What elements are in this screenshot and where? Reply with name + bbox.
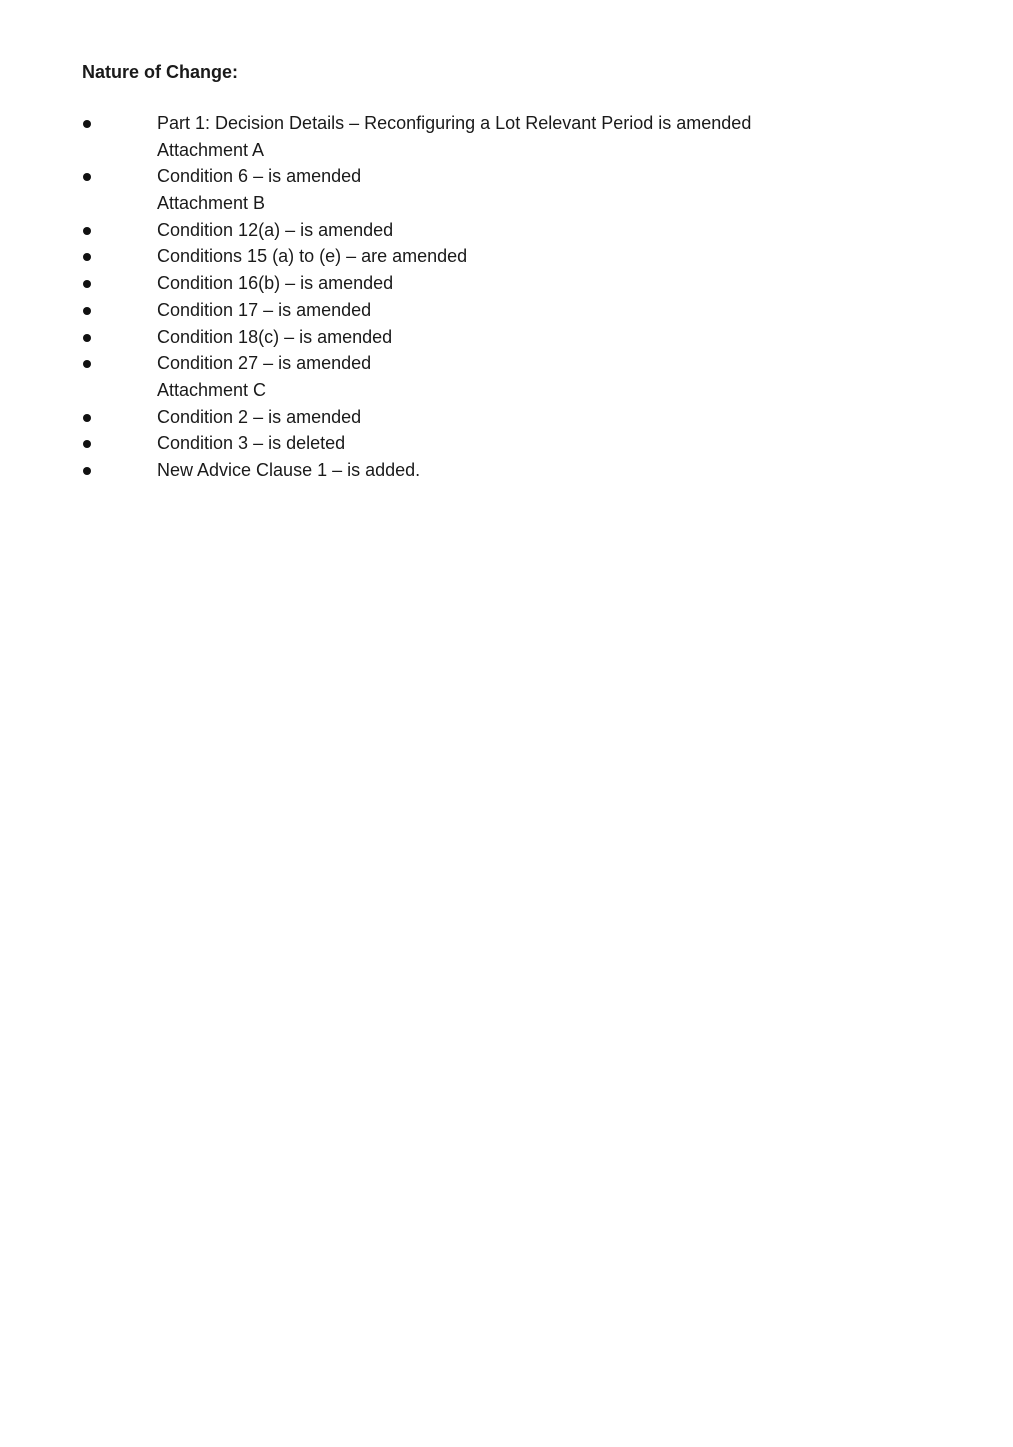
bullet-icon xyxy=(83,360,91,368)
list-item xyxy=(0,217,1013,244)
list-item-text: New Advice Clause 1 – is added. xyxy=(157,459,421,480)
list-item-text: Condition 17 – is amended xyxy=(157,299,372,320)
list-item-text: Condition 18(c) – is amended xyxy=(157,326,393,347)
bullet-icon xyxy=(83,334,91,342)
bullet-icon xyxy=(83,414,91,422)
list-item-text: Condition 2 – is amended xyxy=(157,406,362,427)
change-list xyxy=(0,110,1013,484)
section-label xyxy=(0,190,1013,217)
bullet-icon xyxy=(83,467,91,475)
list-item xyxy=(0,324,1013,351)
bullet-icon xyxy=(83,173,91,181)
bullet-icon xyxy=(83,227,91,235)
list-item-text: Attachment B xyxy=(157,193,266,214)
list-item-text: Conditions 15 (a) to (e) – are amended xyxy=(157,246,468,267)
list-item xyxy=(0,270,1013,297)
heading: Nature of Change: xyxy=(82,62,239,82)
section-label xyxy=(0,377,1013,404)
bullet-icon xyxy=(83,253,91,261)
list-item-text: Condition 6 – is amended xyxy=(157,166,362,187)
list-item-text: Condition 16(b) – is amended xyxy=(157,273,394,294)
bullet-icon xyxy=(83,280,91,288)
list-item xyxy=(0,297,1013,324)
bullet-icon xyxy=(83,120,91,128)
bullet-icon xyxy=(83,440,91,448)
bullet-icon xyxy=(83,307,91,315)
section-label xyxy=(0,137,1013,164)
list-item xyxy=(0,110,1013,137)
list-item-text: Condition 3 – is deleted xyxy=(157,433,346,454)
list-item-text: Attachment C xyxy=(157,379,267,400)
list-item xyxy=(0,404,1013,431)
list-item xyxy=(0,350,1013,377)
list-item xyxy=(0,430,1013,457)
list-item-text: Attachment A xyxy=(157,139,265,160)
list-item-text: Condition 12(a) – is amended xyxy=(157,219,394,240)
list-item xyxy=(0,457,1013,484)
list-item xyxy=(0,243,1013,270)
list-item-text: Condition 27 – is amended xyxy=(157,353,372,374)
list-item xyxy=(0,163,1013,190)
list-item-text: Part 1: Decision Details – Reconfiguring a Lot Relevant Period is amended xyxy=(157,113,752,133)
